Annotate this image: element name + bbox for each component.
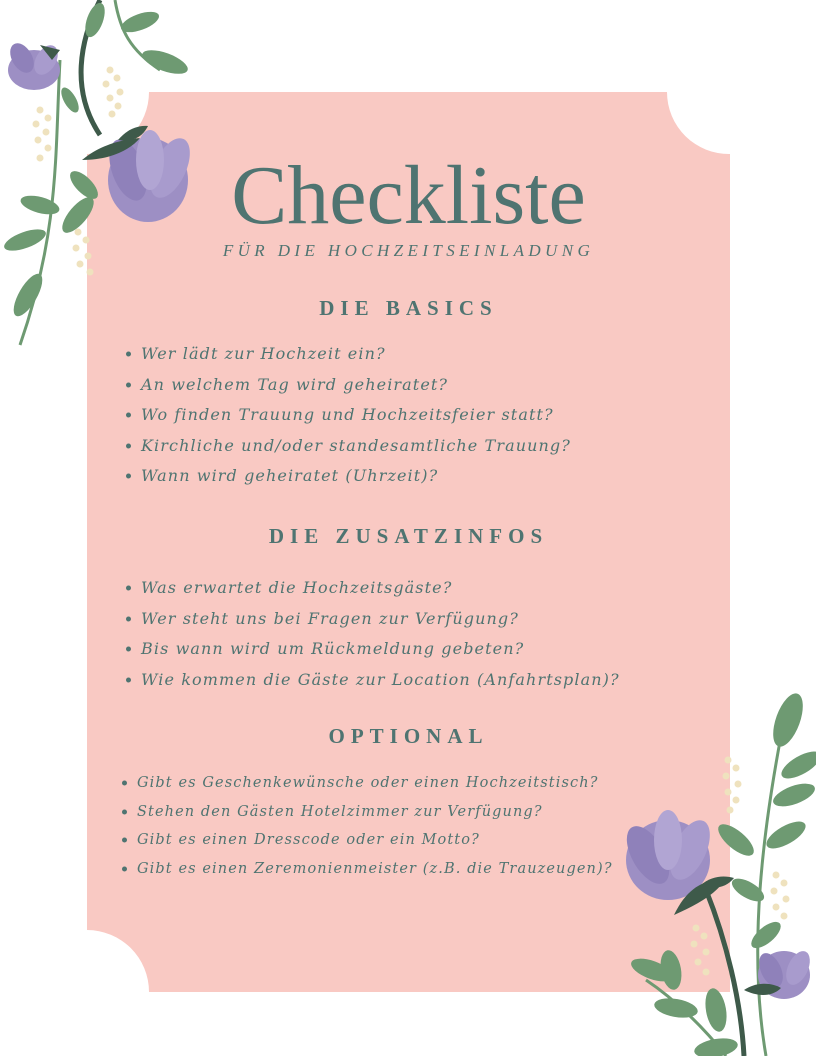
list-item: Wie kommen die Gäste zur Location (Anfahrtsplan)? <box>123 665 620 696</box>
list-item: Wann wird geheiratet (Uhrzeit)? <box>123 461 571 492</box>
list-item: An welchem Tag wird geheiratet? <box>123 370 571 401</box>
list-item: Bis wann wird um Rückmeldung gebeten? <box>123 634 620 665</box>
zusatzinfos-list <box>123 573 620 695</box>
basics-list <box>123 339 571 492</box>
optional-list <box>119 769 613 883</box>
list-item: Wer steht uns bei Fragen zur Verfügung? <box>123 604 620 635</box>
list-item: Gibt es Geschenkewünsche oder einen Hochzeitstisch? <box>119 769 613 798</box>
list-item: Wer lädt zur Hochzeit ein? <box>123 339 571 370</box>
page-subtitle: FÜR DIE HOCHZEITSEINLADUNG <box>222 241 595 260</box>
list-item: Was erwartet die Hochzeitsgäste? <box>123 573 620 604</box>
section-heading-optional: OPTIONAL <box>328 724 489 748</box>
list-item: Kirchliche und/oder standesamtliche Trauung? <box>123 431 571 462</box>
list-item: Stehen den Gästen Hotelzimmer zur Verfügung? <box>119 798 613 827</box>
page-title: Checkliste <box>231 149 586 242</box>
section-heading-zusatzinfos: DIE ZUSATZINFOS <box>268 524 549 548</box>
checklist-card <box>87 92 730 992</box>
list-item: Gibt es einen Dresscode oder ein Motto? <box>119 826 613 855</box>
list-item: Wo finden Trauung und Hochzeitsfeier statt? <box>123 400 571 431</box>
section-heading-basics: DIE BASICS <box>319 296 498 320</box>
list-item: Gibt es einen Zeremonienmeister (z.B. die Trauzeugen)? <box>119 855 613 884</box>
